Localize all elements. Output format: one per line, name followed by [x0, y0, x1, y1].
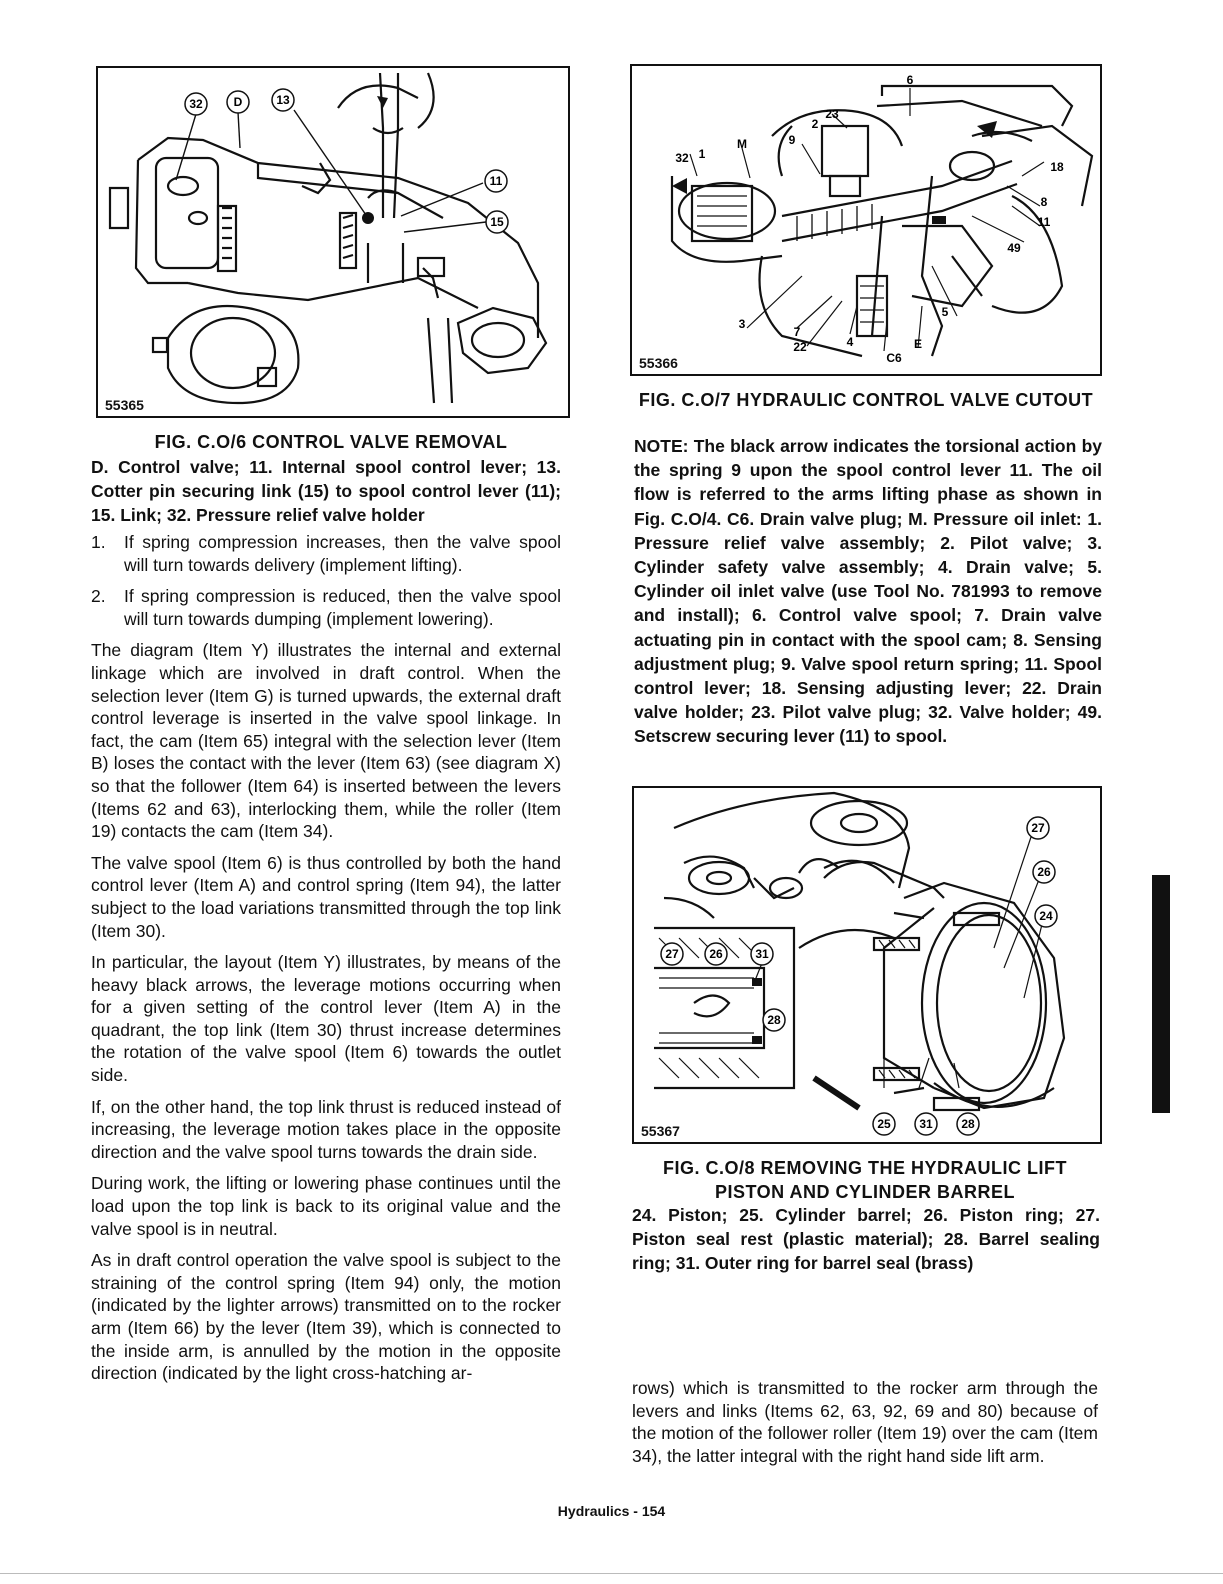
caption-title: FIG. C.O/8 REMOVING THE HYDRAULIC LIFT PISTON AND CYLINDER BARREL — [662, 1158, 1067, 1202]
callout-5: 5 — [941, 305, 949, 319]
list-number: 1. — [91, 532, 106, 552]
paragraph: The valve spool (Item 6) is thus controlled by both the hand control lever (Item A) and control spring (Item 94), the latter subject to the load variations transmitted through the top link (Item 30). — [91, 852, 561, 941]
callout-22: 22 — [793, 340, 807, 354]
callout-26: 26 — [1037, 865, 1051, 879]
figure-control-valve-removal — [96, 66, 570, 418]
paragraph: The diagram (Item Y) illustrates the internal and external linkage which are involved in draft control. When the selection lever (Item G) is turned upwards, the external draft control leverage is inserted in the valve spool linkage. In fact, the cam (Item 65) integral with the selection lever (Item B) loses the contact with the lever (Item 63) (see diagram X) so that the follower (Item 64) is inserted between the levers (Items 62 and 63), interlocking them, while the roller (Item 19) contacts the cam (Item 34). — [91, 640, 561, 842]
left-column-text — [91, 531, 561, 1394]
right-column-text — [632, 1377, 1098, 1476]
callout-11: 11 — [1037, 215, 1051, 229]
callout-3: 3 — [738, 317, 746, 331]
callout-24: 24 — [1039, 909, 1053, 923]
caption-title: FIG. C.O/7 HYDRAULIC CONTROL VALVE CUTOUT — [638, 390, 1094, 410]
callout-6: 6 — [906, 73, 914, 87]
caption-body: D. Control valve; 11. Internal spool control lever; 13. Cotter pin securing link (15) to spool control lever (11); 15. Link; 32. Pressure relief valve holder — [91, 457, 561, 526]
figure-hydraulic-lift-piston-removal — [632, 786, 1102, 1144]
figure-number: 55367 — [638, 1123, 683, 1139]
paragraph: If, on the other hand, the top link thrust is reduced instead of increasing, the leverage motion takes place in the opposite direction and the valve spool turns towards the drain side. — [91, 1096, 561, 1162]
divider — [0, 1573, 1223, 1574]
callout-c6: C6 — [886, 351, 902, 365]
numbered-list — [91, 531, 561, 630]
figure-hydraulic-control-valve-cutout — [630, 64, 1102, 376]
callout-15: 15 — [490, 215, 504, 229]
list-item — [91, 531, 561, 576]
caption-body: 24. Piston; 25. Cylinder barrel; 26. Piston ring; 27. Piston seal rest (plastic material); 28. Barrel sealing ring; 31. Outer ring for barrel seal (brass) — [632, 1205, 1100, 1274]
callout-group — [185, 89, 508, 233]
callout-27: 27 — [1031, 821, 1045, 835]
callout-group — [675, 73, 1064, 365]
callout-28-inset: 28 — [767, 1013, 781, 1027]
callout-2: 2 — [811, 117, 819, 131]
list-item — [91, 585, 561, 630]
callout-m: M — [737, 137, 747, 151]
section-edge-tab — [1152, 875, 1170, 1113]
callout-13: 13 — [276, 93, 290, 107]
piston-removal-illustration — [634, 788, 1100, 1142]
callout-1: 1 — [698, 147, 706, 161]
figure-number: 55366 — [636, 355, 681, 371]
callout-32: 32 — [189, 97, 203, 111]
callout-11: 11 — [489, 174, 503, 188]
callout-49: 49 — [1007, 241, 1021, 255]
list-text: If spring compression increases, then the valve spool will turn towards delivery (implement lifting). — [124, 532, 561, 575]
callout-4: 4 — [846, 335, 854, 349]
callout-d: D — [233, 95, 243, 109]
figure-number: 55365 — [102, 397, 147, 413]
callout-7: 7 — [793, 325, 801, 339]
paragraph: rows) which is transmitted to the rocker arm through the levers and links (Items 62, 63, 92, 69 and 80) because of the motion of the follower roller (Item 19) over the cam (Item 34), the latter integral with the right hand side lift arm. — [632, 1378, 1098, 1466]
callout-18: 18 — [1050, 160, 1064, 174]
paragraph: In particular, the layout (Item Y) illustrates, by means of the heavy black arrows, the leverage motions occurring when for a given setting of the control lever (Item A) in the quadrant, the top link (Item 30) thrust increase determines the rotation of the valve spool (Item 6) towards the outlet side. — [91, 952, 561, 1086]
list-number: 2. — [91, 586, 106, 607]
callout-25: 25 — [877, 1117, 891, 1131]
callout-26-inset: 26 — [709, 947, 723, 961]
callout-8: 8 — [1040, 195, 1048, 209]
valve-cutout-illustration — [632, 66, 1100, 374]
caption-title: FIG. C.O/6 CONTROL VALVE REMOVAL — [154, 432, 508, 452]
control-valve-illustration — [98, 68, 568, 416]
paragraph: During work, the lifting or lowering phase continues until the load upon the top link is back to its original value and the valve spool is in neutral. — [91, 1173, 561, 1239]
callout-9: 9 — [788, 133, 796, 147]
callout-e: E — [913, 337, 923, 351]
callout-23: 23 — [825, 107, 839, 121]
callout-32: 32 — [675, 151, 689, 165]
callout-27-inset: 27 — [665, 947, 679, 961]
list-text: If spring compression is reduced, then the valve spool will turn towards dumping (implement lowering). — [124, 586, 561, 629]
callout-31: 31 — [919, 1117, 933, 1131]
callout-31-inset: 31 — [755, 947, 769, 961]
paragraph: As in draft control operation the valve spool is subject to the straining of the control spring (Item 94) only, the motion (indicated by the lighter arrows) transmitted on to the rocker arm (Item 66) by the lever (Item 39), which is connected to the inside arm, is annulled by the motion in the opposite direction (indicated by the light cross-hatching ar- — [91, 1250, 561, 1384]
callout-28: 28 — [961, 1117, 975, 1131]
caption-body: NOTE: The black arrow indicates the torsional action by the spring 9 upon the spool control lever 11. The oil flow is referred to the arms lifting phase as shown in Fig. C.O/4. C6. Drain valve plug; M. Pressure oil inlet: 1. Pressure relief valve assembly; 2. Pilot valve; 3. Cylinder safety valve assembly; 4. Drain valve; 5. Cylinder oil inlet valve (use Tool No. 781993 to remove and install); 6. Control valve spool; 7. Drain valve actuating pin in contact with the spool cam; 8. Sensing adjustment plug; 9. Valve spool return spring; 11. Spool control lever; 18. Sensing adjusting lever; 22. Drain valve holder; 23. Pilot valve plug; 32. Valve holder; 49. Setscrew securing lever (11) to spool. — [634, 436, 1102, 747]
page-footer: Hydraulics - 154 — [557, 1503, 666, 1519]
